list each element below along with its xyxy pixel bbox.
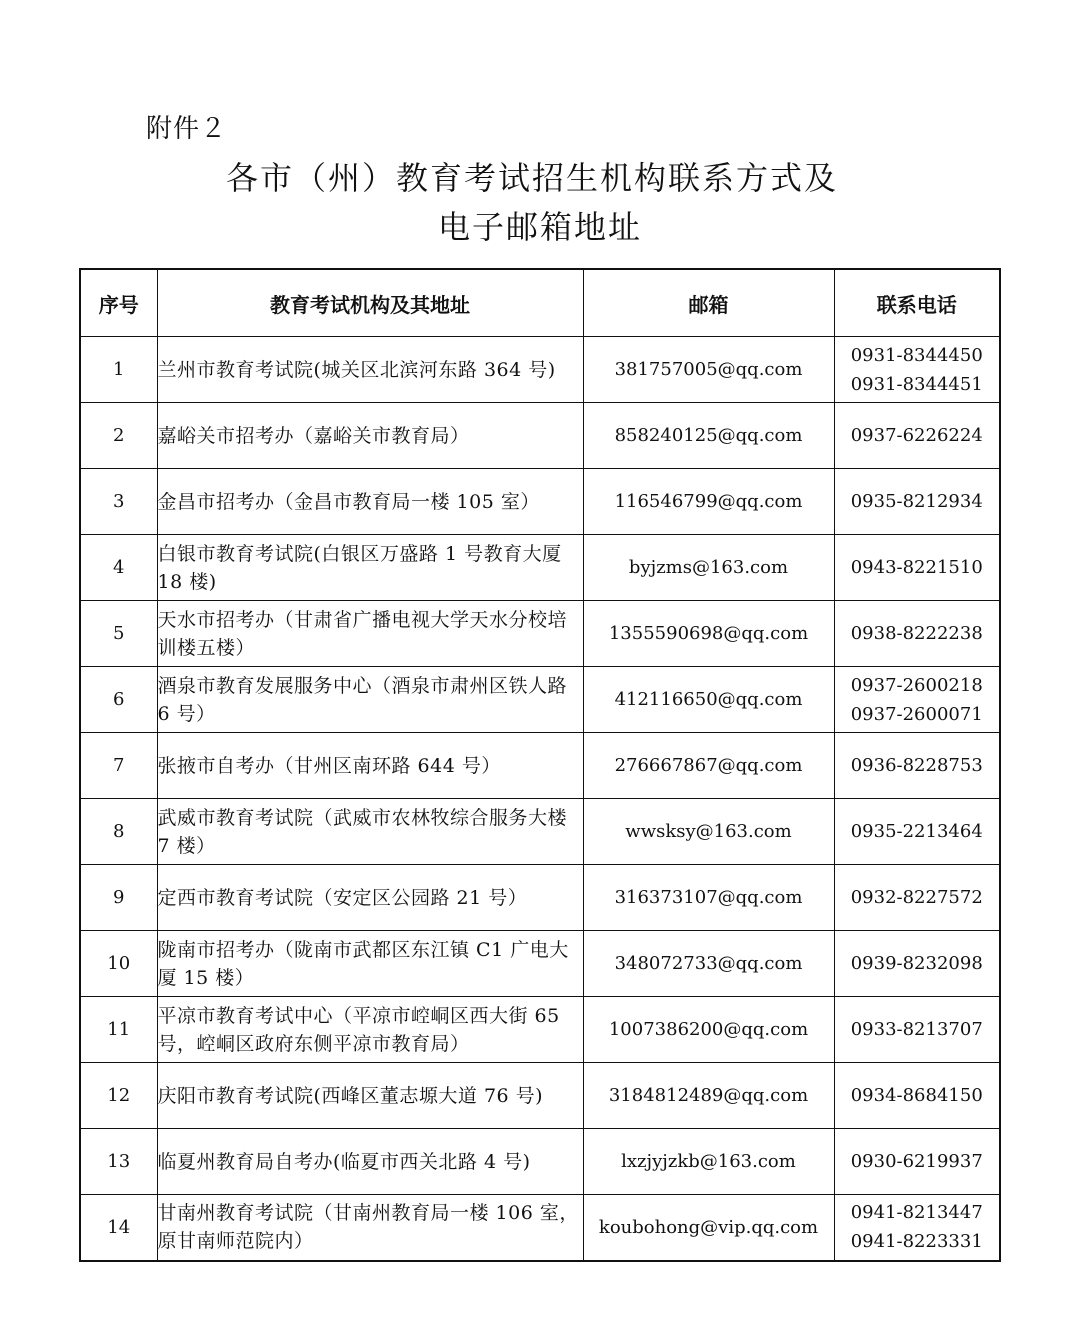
- email-address: 1007386200@qq.com: [583, 997, 834, 1063]
- organization-address: 甘南州教育考试院（甘南州教育局一楼 106 室，原甘南师范院内）: [157, 1195, 583, 1261]
- table-row: [80, 1129, 1000, 1195]
- row-index: 10: [80, 931, 157, 997]
- organization-address: 张掖市自考办（甘州区南环路 644 号）: [157, 733, 583, 799]
- organization-address: 兰州市教育考试院(城关区北滨河东路 364 号): [157, 337, 583, 403]
- phone-cell: [834, 799, 1000, 865]
- phone-cell: [834, 1063, 1000, 1129]
- phone-cell: [834, 601, 1000, 667]
- phone-number: 0936-8228753: [850, 755, 983, 776]
- organization-address: 金昌市招考办（金昌市教育局一楼 105 室）: [157, 469, 583, 535]
- email-address: 858240125@qq.com: [583, 403, 834, 469]
- table-row: [80, 997, 1000, 1063]
- page-title-line-2: 电子邮箱地址: [437, 208, 642, 246]
- table-row: [80, 733, 1000, 799]
- email-address: koubohong@vip.qq.com: [583, 1195, 834, 1261]
- phone-number: 0943-8221510: [850, 557, 983, 578]
- email-address: 348072733@qq.com: [583, 931, 834, 997]
- row-index: 7: [80, 733, 157, 799]
- row-index: 9: [80, 865, 157, 931]
- attachment-label: 附件２: [146, 114, 228, 144]
- phone-number: 0938-8222238: [850, 623, 983, 644]
- phone-cell: [834, 1195, 1000, 1261]
- phone-number: 0934-8684150: [850, 1085, 983, 1106]
- phone-number: 0937-2600071: [850, 703, 983, 725]
- phone-number: 0932-8227572: [850, 887, 983, 908]
- phone-number: 0935-8212934: [850, 491, 983, 512]
- phone-number: 0931-8344450: [850, 344, 983, 366]
- organization-address: 酒泉市教育发展服务中心（酒泉市肃州区铁人路 6 号）: [157, 667, 583, 733]
- phone-cell: [834, 733, 1000, 799]
- organization-address: 武威市教育考试院（武威市农林牧综合服务大楼 7 楼）: [157, 799, 583, 865]
- organization-address: 嘉峪关市招考办（嘉峪关市教育局）: [157, 403, 583, 469]
- row-index: 11: [80, 997, 157, 1063]
- email-address: 316373107@qq.com: [583, 865, 834, 931]
- phone-number: 0937-6226224: [850, 425, 983, 446]
- phone-number: 0930-6219937: [850, 1151, 983, 1172]
- column-header-email: 邮箱: [583, 269, 834, 337]
- row-index: 5: [80, 601, 157, 667]
- phone-number: 0939-8232098: [850, 953, 983, 974]
- phone-cell: [834, 667, 1000, 733]
- table-row: [80, 1195, 1000, 1261]
- table-row: [80, 535, 1000, 601]
- phone-number: 0933-8213707: [850, 1019, 983, 1040]
- table-row: [80, 403, 1000, 469]
- email-address: 412116650@qq.com: [583, 667, 834, 733]
- table-row: [80, 1063, 1000, 1129]
- organization-address: 定西市教育考试院（安定区公园路 21 号）: [157, 865, 583, 931]
- row-index: 8: [80, 799, 157, 865]
- organization-address: 陇南市招考办（陇南市武都区东江镇 C1 广电大厦 15 楼）: [157, 931, 583, 997]
- phone-cell: [834, 337, 1000, 403]
- phone-cell: [834, 865, 1000, 931]
- column-header-index: 序号: [80, 269, 157, 337]
- phone-cell: [834, 403, 1000, 469]
- column-header-phone: 联系电话: [834, 269, 1000, 337]
- row-index: 12: [80, 1063, 157, 1129]
- table-row: [80, 865, 1000, 931]
- table-body: [80, 337, 1000, 1261]
- row-index: 4: [80, 535, 157, 601]
- row-index: 6: [80, 667, 157, 733]
- row-index: 3: [80, 469, 157, 535]
- phone-number: 0941-8213447: [850, 1202, 983, 1224]
- column-header-organization: 教育考试机构及其地址: [157, 269, 583, 337]
- row-index: 2: [80, 403, 157, 469]
- organization-address: 天水市招考办（甘肃省广播电视大学天水分校培训楼五楼）: [157, 601, 583, 667]
- phone-cell: [834, 535, 1000, 601]
- organization-address: 白银市教育考试院(白银区万盛路 1 号教育大厦 18 楼): [157, 535, 583, 601]
- phone-cell: [834, 1129, 1000, 1195]
- phone-number: 0935-2213464: [850, 821, 983, 842]
- page-title-line-1: 各市（州）教育考试招生机构联系方式及: [225, 159, 838, 197]
- phone-cell: [834, 997, 1000, 1063]
- contacts-table: [79, 268, 1001, 1262]
- table-row: [80, 337, 1000, 403]
- phone-cell: [834, 931, 1000, 997]
- organization-address: 临夏州教育局自考办(临夏市西关北路 4 号): [157, 1129, 583, 1195]
- organization-address: 庆阳市教育考试院(西峰区董志塬大道 76 号): [157, 1063, 583, 1129]
- email-address: wwsksy@163.com: [583, 799, 834, 865]
- table-row: [80, 931, 1000, 997]
- table-row: [80, 601, 1000, 667]
- table-row: [80, 469, 1000, 535]
- table-row: [80, 667, 1000, 733]
- email-address: 1355590698@qq.com: [583, 601, 834, 667]
- email-address: 116546799@qq.com: [583, 469, 834, 535]
- phone-number: 0937-2600218: [850, 674, 983, 696]
- table-header-row: [80, 269, 1000, 337]
- email-address: byjzms@163.com: [583, 535, 834, 601]
- email-address: 3184812489@qq.com: [583, 1063, 834, 1129]
- organization-address: 平凉市教育考试中心（平凉市崆峒区西大街 65 号，崆峒区政府东侧平凉市教育局）: [157, 997, 583, 1063]
- row-index: 14: [80, 1195, 157, 1261]
- email-address: lxzjyjzkb@163.com: [583, 1129, 834, 1195]
- phone-cell: [834, 469, 1000, 535]
- email-address: 276667867@qq.com: [583, 733, 834, 799]
- row-index: 1: [80, 337, 157, 403]
- row-index: 13: [80, 1129, 157, 1195]
- phone-number: 0931-8344451: [850, 373, 983, 395]
- email-address: 381757005@qq.com: [583, 337, 834, 403]
- phone-number: 0941-8223331: [850, 1231, 983, 1253]
- table-row: [80, 799, 1000, 865]
